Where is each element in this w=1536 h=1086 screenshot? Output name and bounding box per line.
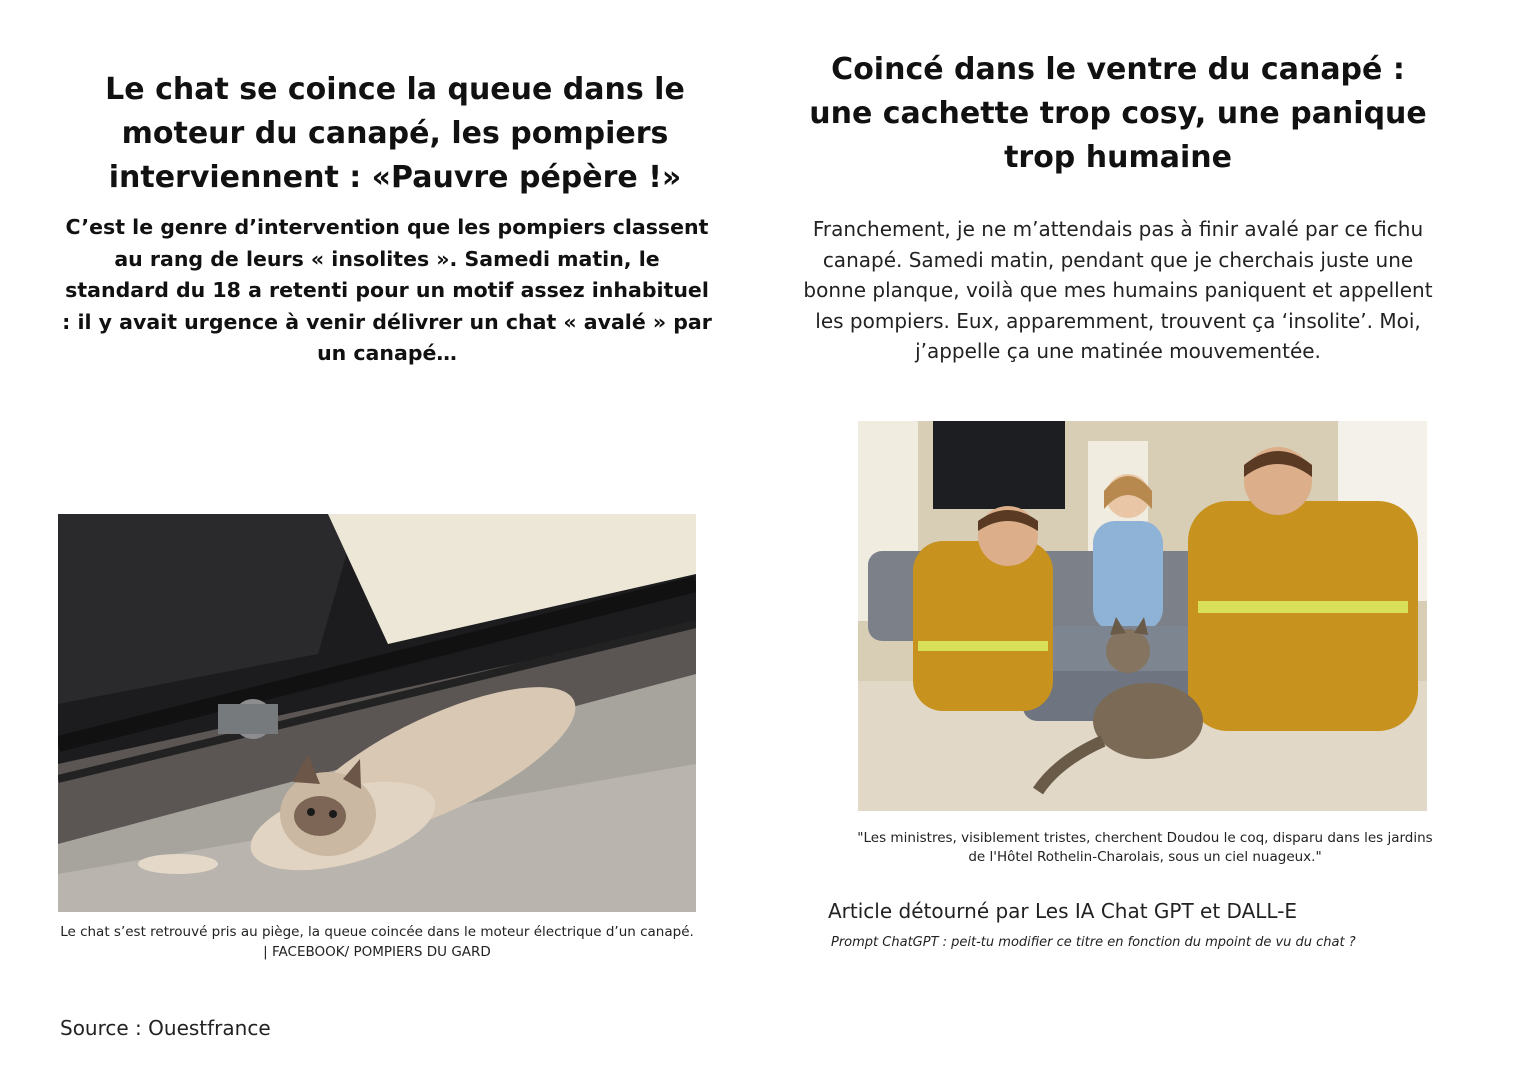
- source-credit: Source : Ouestfrance: [60, 1016, 271, 1040]
- firefighters-cat-illustration: [858, 421, 1427, 811]
- right-article-title: Coincé dans le ventre du canapé : une cachette trop cosy, une panique trop humaine: [809, 52, 1427, 175]
- right-photo-caption: [850, 829, 1440, 867]
- cat-under-sofa-photo: [58, 514, 696, 912]
- left-photo-caption: [58, 922, 696, 962]
- left-caption-line-1: Le chat s’est retrouvé pris au piège, la queue coincée dans le moteur électrique d’un canapé.: [60, 924, 694, 940]
- right-caption-line-2: de l'Hôtel Rothelin-Charolais, sous un ciel nuageux.": [968, 849, 1322, 865]
- right-article-body: Franchement, je ne m’attendais pas à finir avalé par ce fichu canapé. Samedi matin, pendant que je cherchais juste une bonne planque, voilà que mes humains paniquent et appellent les pompiers. Eux, apparemment, trouvent ça ‘insolite’. Moi, j’appelle ça une matinée mouvementée.: [803, 217, 1433, 363]
- left-caption-line-2: | FACEBOOK/ POMPIERS DU GARD: [263, 944, 491, 960]
- cat-under-sofa-illustration: [58, 514, 696, 912]
- left-article-title: Le chat se coince la queue dans le moteur du canapé, les pompiers interviennent : «Pauvre pépère !»: [105, 72, 685, 195]
- right-caption-line-1: "Les ministres, visiblement tristes, cherchent Doudou le coq, disparu dans les jardins: [857, 830, 1433, 846]
- ai-credit-line: Article détourné par Les IA Chat GPT et DALL-E: [828, 899, 1298, 923]
- chatgpt-prompt-line: Prompt ChatGPT : peit-tu modifier ce titre en fonction du mpoint de vu du chat ?: [831, 935, 1356, 950]
- firefighters-cat-picture: [858, 421, 1427, 811]
- left-article-lead: C’est le genre d’intervention que les pompiers classent au rang de leurs « insolites ». Samedi matin, le standard du 18 a retenti pour un motif assez inhabituel : il y avait urgence à venir délivrer un chat « avalé » par un canapé…: [62, 215, 712, 365]
